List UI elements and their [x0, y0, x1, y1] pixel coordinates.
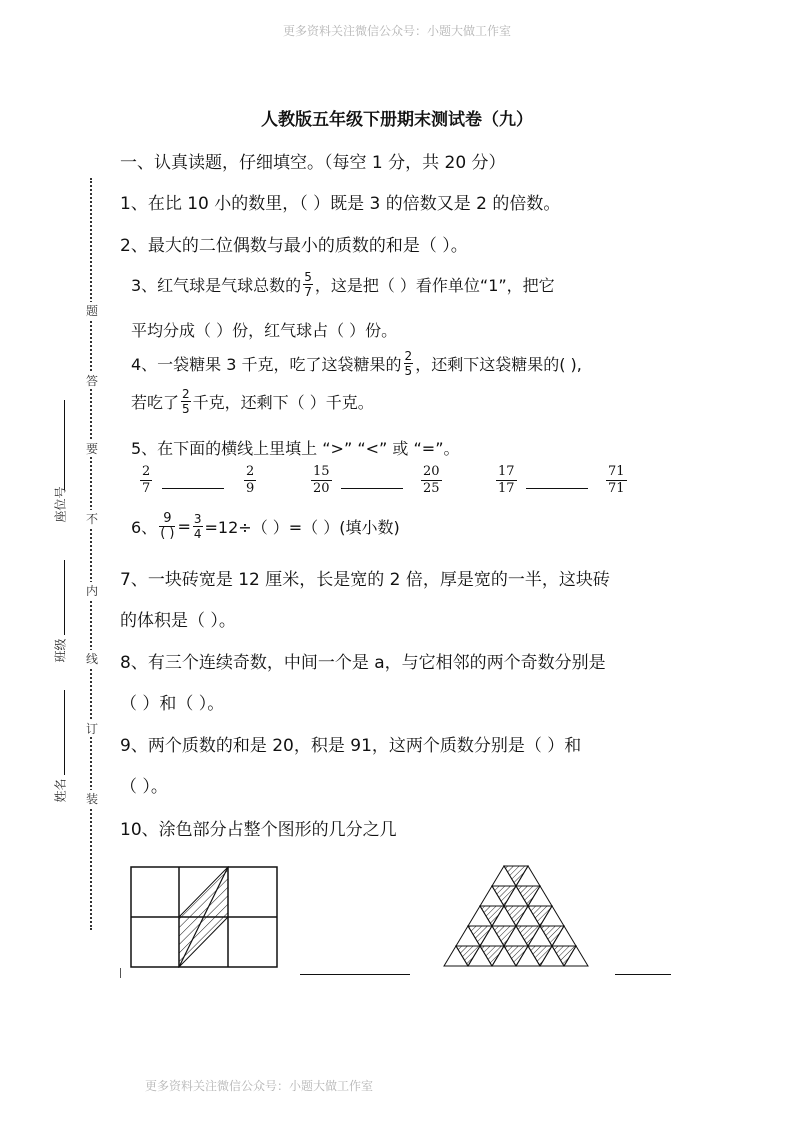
q10-answer-blank-2[interactable]	[615, 972, 671, 975]
triangle-down-hatched	[540, 926, 564, 946]
triangle-down-hatched	[516, 886, 540, 906]
triangle-down-hatched	[480, 946, 504, 966]
q4-text-a: 4、一袋糖果 3 千克，吃了这袋糖果的	[131, 355, 402, 374]
q5-right-fraction: 2 9	[246, 464, 255, 496]
question-1: 1、在比 10 小的数里，（ ）既是 3 的倍数又是 2 的倍数。	[120, 194, 561, 214]
question-9: 9、两个质数的和是 20，积是 91，这两个质数分别是（ ）和	[120, 736, 582, 756]
question-2: 2、最大的二位偶数与最小的质数的和是（ ）。	[120, 236, 468, 256]
figure-grid-hatched	[130, 866, 280, 968]
triangle-down-hatched	[528, 906, 552, 926]
q5-answer-blank[interactable]	[341, 486, 403, 489]
question-7: 7、一块砖宽是 12 厘米，长是宽的 2 倍，厚是宽的一半，这块砖	[120, 570, 610, 590]
seat-label: 座位号	[53, 486, 68, 523]
page-title: 人教版五年级下册期末测试卷（九）	[261, 110, 533, 130]
name-field[interactable]	[0, 690, 120, 810]
q6-text-b: =12÷（ ）=（ ）(填小数)	[204, 518, 400, 537]
question-7-line-2: 的体积是（ ）。	[120, 611, 236, 631]
question-10: 10、涂色部分占整个图形的几分之几	[120, 820, 397, 840]
triangle-down-hatched	[492, 926, 516, 946]
q5-answer-blank[interactable]	[162, 486, 224, 489]
q4-fraction-1: $\frac{2}{5}$	[404, 349, 413, 378]
question-8: 8、有三个连续奇数，中间一个是 a，与它相邻的两个奇数分别是	[120, 653, 606, 673]
triangle-down-hatched	[504, 866, 528, 886]
question-3-line-2: 平均分成（ ）份，红气球占（ ）份。	[131, 321, 398, 340]
watermark-bottom: 更多资料关注微信公众号：小题大做工作室	[145, 1079, 374, 1093]
q5-left-fraction: 2 7	[142, 464, 151, 496]
q4-fraction-2: $\frac{2}{5}$	[182, 387, 190, 416]
class-label: 班级	[53, 638, 68, 663]
q6-fraction-2: $\frac{3}{4}$	[193, 512, 202, 541]
watermark-top: 更多资料关注微信公众号：小题大做工作室	[282, 24, 511, 38]
q10-answer-blank-1[interactable]	[300, 972, 410, 975]
question-4-line-2	[131, 387, 374, 416]
seal-char: 不	[86, 512, 99, 526]
seal-char: 装	[86, 792, 99, 806]
section-heading: 一、认真读题，仔细填空。（每空 1 分，共 20 分）	[120, 153, 506, 173]
q5-left-fraction: 17 17	[498, 464, 515, 496]
seal-char: 订	[86, 722, 99, 736]
q6-fraction-1: $\frac{9}{( )}$	[160, 511, 175, 541]
triangle-down-hatched	[492, 886, 516, 906]
question-8-line-2: （ ）和（ ）。	[120, 694, 225, 714]
triangle-down-hatched	[468, 926, 492, 946]
q5-right-fraction: 71 71	[608, 464, 625, 496]
question-3	[131, 270, 555, 299]
name-label: 姓名	[53, 778, 68, 803]
figure-triangle-trapezoid	[436, 864, 596, 968]
q5-left-fraction: 15 20	[313, 464, 330, 496]
q3-text-b: ，这是把（ ）看作单位“1”，把它	[314, 276, 555, 295]
question-9-line-2: （ ）。	[120, 777, 168, 797]
question-5: 5、在下面的横线上里填上 “>” “<” 或 “=”。	[131, 439, 460, 458]
q3-text-a: 3、红气球是气球总数的	[131, 276, 302, 295]
question-4	[131, 349, 582, 378]
triangle-down-hatched	[504, 906, 528, 926]
binding-dotted-line	[90, 178, 92, 930]
seat-field[interactable]	[0, 400, 120, 540]
seal-char: 题	[86, 304, 99, 318]
seal-char: 线	[86, 652, 99, 666]
q3-fraction: $\frac{5}{7}$	[304, 270, 312, 299]
seal-char: 要	[86, 442, 99, 456]
q4-text-d: 千克，还剩下（ ）千克。	[192, 393, 374, 412]
class-field[interactable]	[0, 560, 120, 700]
triangle-down-hatched	[516, 926, 540, 946]
triangle-down-hatched	[504, 946, 528, 966]
q6-equals: =	[177, 517, 191, 536]
q4-text-b: ，还剩下这袋糖果的( ),	[415, 355, 582, 374]
triangle-down-hatched	[480, 906, 504, 926]
stray-mark	[120, 968, 121, 978]
triangle-down-hatched	[552, 946, 576, 966]
triangle-down-hatched	[456, 946, 480, 966]
q6-text-a: 6、	[131, 518, 158, 537]
triangle-down-hatched	[528, 946, 552, 966]
question-6	[131, 512, 400, 541]
seal-char: 内	[86, 584, 99, 598]
q5-answer-blank[interactable]	[526, 486, 588, 489]
q4-text-c: 若吃了	[131, 393, 180, 412]
seal-char: 答	[86, 374, 99, 388]
q5-right-fraction: 20 25	[423, 464, 440, 496]
